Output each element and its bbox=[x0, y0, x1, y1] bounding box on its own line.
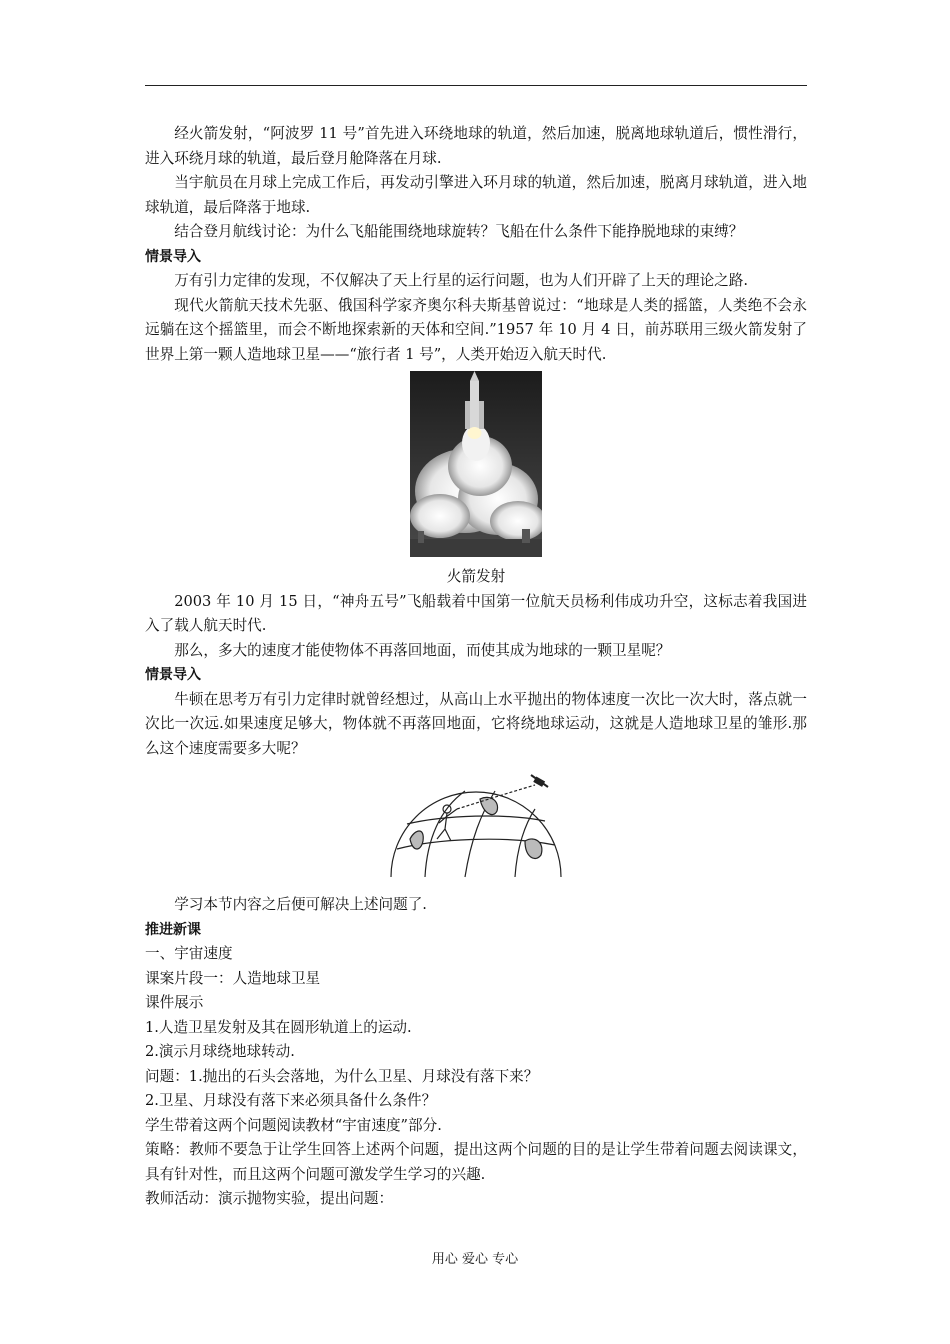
header-rule bbox=[145, 85, 807, 86]
line-reading: 学生带着这两个问题阅读教材“宇宙速度”部分. bbox=[145, 1116, 442, 1134]
paragraph-gravitation: 万有引力定律的发现，不仅解决了天上行星的运行问题，也为人们开辟了上天的理论之路. bbox=[174, 272, 748, 289]
rocket-launch-drawing bbox=[410, 371, 542, 557]
page-footer: 用心 爱心 专心 bbox=[431, 1252, 519, 1267]
section-heading-intro-1: 情景导入 bbox=[145, 248, 201, 265]
globe-figure bbox=[145, 761, 807, 893]
line-strategy: 策略：教师不要急于让学生回答上述两个问题，提出这两个问题的目的是让学生带着问题去阅读课文，具有针对性，而且这两个问题可激发学生学习的兴趣. bbox=[145, 1141, 807, 1183]
paragraph-newton: 牛顿在思考万有引力定律时就曾经想过，从高山上水平抛出的物体速度一次比一次大时，落点就一次比一次远.如果速度足够大，物体就不再落回地面，它将绕地球运动，这就是人造地球卫星的雏形.那么这个速度需要多大呢？ bbox=[145, 690, 807, 757]
paragraph-tsiolkovsky: 现代火箭航天技术先驱、俄国科学家齐奥尔科夫斯基曾说过：“地球是人类的摇篮，人类绝不会永远躺在这个摇篮里，而会不断地探索新的天体和空间.”1957 年 10 月 4 日，前苏联用三级火箭发射了世界上第一颗人造地球卫星——“旅行者 1 号”，人类开始迈入航天时代. bbox=[145, 296, 807, 363]
section-heading-new-lesson: 推进新课 bbox=[145, 921, 201, 938]
section-heading-intro-2: 情景导入 bbox=[145, 667, 201, 683]
globe-sketch bbox=[385, 769, 567, 879]
paragraph-discussion: 结合登月航线讨论：为什么飞船能围绕地球旋转？飞船在什么条件下能挣脱地球的束缚？ bbox=[174, 223, 744, 240]
line-lesson-segment: 课案片段一：人造地球卫星 bbox=[145, 969, 321, 987]
line-item-1: 1.人造卫星发射及其在圆形轨道上的运动. bbox=[145, 1018, 412, 1036]
rocket-figure bbox=[145, 367, 807, 590]
line-teacher-activity: 教师活动：演示抛物实验，提出问题： bbox=[145, 1190, 394, 1207]
paragraph-shenzhou: 2003 年 10 月 15 日，“神舟五号”飞船载着中国第一位航天员杨利伟成功升空，这标志着我国进入了载人航天时代. bbox=[145, 592, 807, 634]
page-body bbox=[145, 122, 807, 1212]
globe-throw-drawing bbox=[385, 769, 567, 879]
line-item-2: 2.演示月球绕地球转动. bbox=[145, 1043, 295, 1060]
rocket-launch-image bbox=[410, 371, 542, 557]
paragraph-after-globe: 学习本节内容之后便可解决上述问题了. bbox=[174, 896, 427, 913]
line-courseware: 课件展示 bbox=[145, 994, 204, 1011]
line-cosmic-speed: 一、宇宙速度 bbox=[145, 945, 233, 962]
paragraph-apollo-1: 经火箭发射，“阿波罗 11 号”首先进入环绕地球的轨道，然后加速，脱离地球轨道后，惯性滑行，进入环绕月球的轨道，最后登月舱降落在月球. bbox=[145, 125, 807, 167]
line-question-2: 2.卫星、月球没有落下来必须具备什么条件？ bbox=[145, 1092, 437, 1109]
paragraph-speed-question: 那么，多大的速度才能使物体不再落回地面，而使其成为地球的一颗卫星呢？ bbox=[174, 641, 671, 659]
line-question-1: 问题：1.抛出的石头会落地，为什么卫星、月球没有落下来？ bbox=[145, 1067, 539, 1085]
figure-caption: 火箭发射 bbox=[446, 568, 506, 585]
paragraph-apollo-2: 当宇航员在月球上完成工作后，再发动引擎进入环月球的轨道，然后加速，脱离月球轨道，进入地球轨道，最后降落于地球. bbox=[145, 174, 807, 216]
